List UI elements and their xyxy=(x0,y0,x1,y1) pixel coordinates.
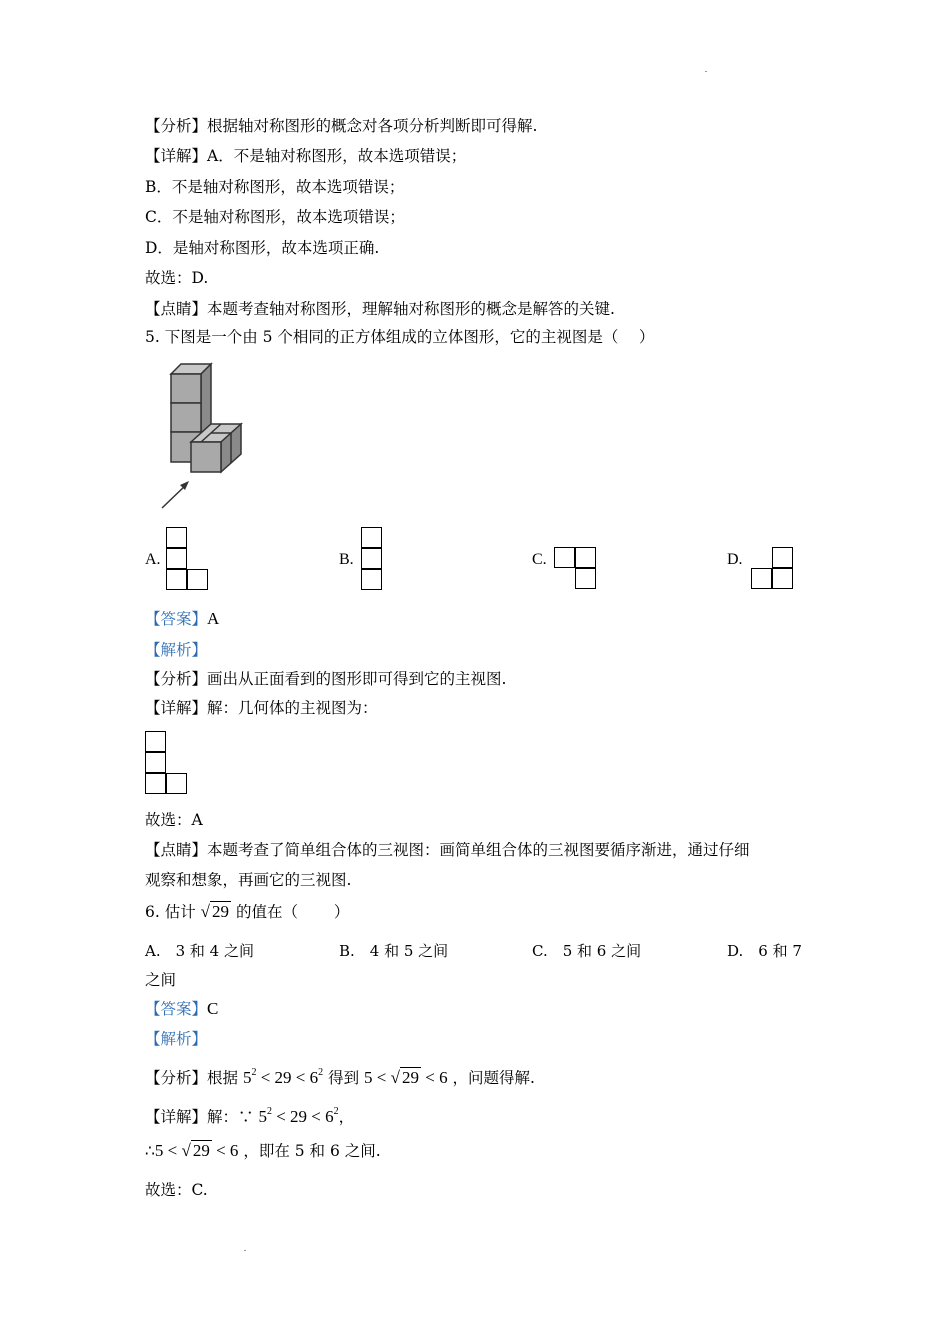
q6-stem xyxy=(145,902,349,922)
q6-option-a[interactable]: A. 3 和 4 之间 xyxy=(145,942,254,960)
q5-cube-figure xyxy=(155,360,250,515)
q6-detail-post: ， xyxy=(338,1108,355,1126)
q5-analysis: 【分析】画出从正面看到的图形即可得到它的主视图. xyxy=(145,670,507,688)
cube-front-lower-front xyxy=(191,442,221,472)
q5-option-b-label[interactable]: B. xyxy=(339,551,354,568)
q5-option-c-figure[interactable] xyxy=(554,547,598,591)
page-mark-bottom xyxy=(244,1250,246,1251)
q5-option-d-figure[interactable] xyxy=(751,547,795,591)
q6-therefore-ineq: 5 < √ 29 < 6 xyxy=(154,1141,239,1160)
q4-analysis: 【分析】根据轴对称图形的概念对各项分析判断即可得解. xyxy=(145,117,538,135)
q4-detail-a: 【详解】A．不是轴对称图形，故本选项错误； xyxy=(145,147,467,165)
q5-option-c-label[interactable]: C. xyxy=(532,551,547,568)
q5-option-a-label[interactable]: A. xyxy=(145,551,161,568)
q5-comment-2: 观察和想象，再画它的三视图. xyxy=(145,871,352,889)
q6-option-d[interactable]: D. 6 和 7 xyxy=(727,942,802,960)
q6-detail-pre: 【详解】解：∵ xyxy=(145,1108,254,1126)
q6-stem-pre: 6. 估计 xyxy=(145,903,196,921)
q6-radicand: 29 xyxy=(212,902,229,921)
q4-comment: 【点睛】本题考查轴对称图形，理解轴对称图形的概念是解答的关键. xyxy=(145,300,615,318)
q4-detail-d: D．是轴对称图形，故本选项正确. xyxy=(145,239,380,257)
q6-option-c[interactable]: C. 5 和 6 之间 xyxy=(532,942,642,960)
q6-choice: 故选：C. xyxy=(145,1181,208,1199)
q4-detail-b: B．不是轴对称图形，故本选项错误； xyxy=(145,178,405,196)
q5-answer-value: A xyxy=(207,609,220,628)
q5-answer-label: 【答案】 xyxy=(145,610,208,628)
q6-option-b[interactable]: B. 4 和 5 之间 xyxy=(339,942,449,960)
q5-choice: 故选：A xyxy=(145,811,203,829)
q6-answer-label: 【答案】 xyxy=(145,1000,208,1018)
q4-choice: 故选：D. xyxy=(145,269,209,287)
q6-analysis-pre: 【分析】根据 xyxy=(145,1069,239,1087)
q4-detail-c: C．不是轴对称图形，故本选项错误； xyxy=(145,208,405,226)
q6-stem-post: 的值在（ ） xyxy=(235,903,350,921)
q5-option-a-figure[interactable] xyxy=(166,527,210,591)
q6-therefore-post: ，即在 5 和 6 之间. xyxy=(243,1142,381,1160)
q6-option-d-wrap: 之间 xyxy=(145,971,177,989)
q6-analysis-post: ，问题得解. xyxy=(452,1069,535,1087)
q6-detail-ineq: $5^2 < 29 < 6^2$ xyxy=(258,1106,339,1126)
q6-answer-value: C xyxy=(207,999,219,1018)
q6-analysis xyxy=(145,1063,535,1088)
q5-detail: 【详解】解：几何体的主视图为： xyxy=(145,699,378,717)
q6-analysis-mid: 得到 xyxy=(328,1069,360,1087)
q6-answer xyxy=(145,999,218,1019)
q6-detail xyxy=(145,1102,354,1127)
q6-therefore xyxy=(145,1141,381,1161)
q6-sqrt: √ 29 xyxy=(200,902,229,921)
cube-front-1 xyxy=(171,374,201,403)
q6-analysis-ineq-1: $5^2 < 29 < 6^2$ xyxy=(242,1067,324,1087)
q5-explain-label: 【解析】 xyxy=(145,641,208,659)
q6-analysis-ineq-2: 5 < √ 29 < 6 xyxy=(364,1068,448,1087)
q5-front-view-figure xyxy=(145,731,189,795)
page-mark-top xyxy=(705,71,707,72)
q6-explain-label: 【解析】 xyxy=(145,1030,208,1048)
q5-stem: 5. 下图是一个由 5 个相同的正方体组成的立体图形，它的主视图是（ ） xyxy=(145,328,655,346)
cube-front-2 xyxy=(171,403,201,432)
q5-comment-1: 【点睛】本题考查了简单组合体的三视图：画简单组合体的三视图要循序渐进，通过仔细 xyxy=(145,841,750,859)
q5-option-b-figure[interactable] xyxy=(361,527,384,591)
q5-answer xyxy=(145,609,219,629)
q5-option-d-label[interactable]: D. xyxy=(727,551,743,568)
q6-therefore-pre: ∴ xyxy=(145,1142,155,1160)
